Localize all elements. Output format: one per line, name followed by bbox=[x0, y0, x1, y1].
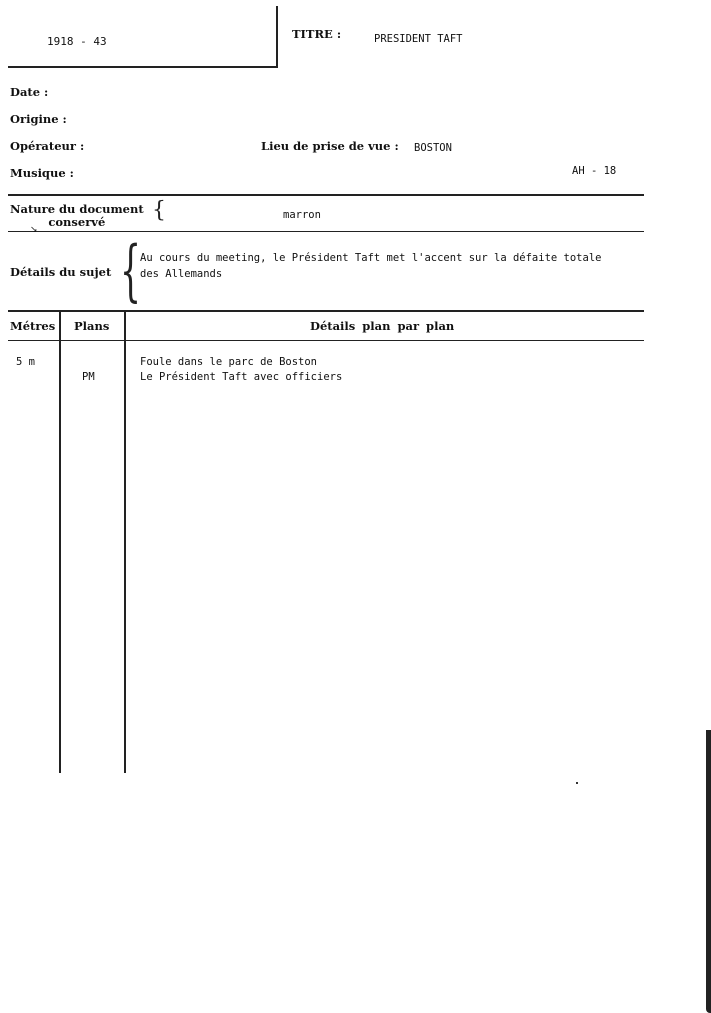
table-row-1-detail: Foule dans le parc de Boston bbox=[140, 356, 318, 368]
lieu-label: Lieu de prise de vue : bbox=[261, 139, 399, 153]
musique-label: Musique : bbox=[10, 166, 74, 180]
sujet-line2: des Allemands bbox=[140, 268, 223, 280]
rule-top bbox=[8, 194, 644, 196]
col-divider-2 bbox=[124, 312, 126, 773]
nature-label-line1: Nature du document bbox=[10, 202, 144, 216]
rule-table-top bbox=[8, 310, 644, 312]
operateur-label: Opérateur : bbox=[10, 139, 85, 153]
col-details-header: Détails plan par plan bbox=[310, 319, 455, 333]
scan-edge bbox=[706, 730, 711, 1013]
table-row-2-detail: Le Président Taft avec officiers bbox=[140, 371, 343, 383]
title-value: PRESIDENT TAFT bbox=[374, 33, 463, 45]
title-label: TITRE : bbox=[292, 27, 342, 41]
header-divider bbox=[276, 6, 278, 67]
sujet-label: Détails du sujet bbox=[10, 265, 112, 279]
rule-nature bbox=[8, 231, 644, 232]
col-metres-header: Métres bbox=[10, 319, 56, 333]
nature-brace: { bbox=[152, 198, 166, 223]
nature-value: marron bbox=[283, 209, 321, 221]
rule-table-header bbox=[8, 340, 644, 341]
col-divider-1 bbox=[59, 312, 61, 773]
nature-label-line2: conservé bbox=[48, 215, 106, 229]
table-row-2-plans: PM bbox=[82, 371, 95, 383]
sujet-brace: { bbox=[120, 232, 141, 309]
date-label: Date : bbox=[10, 85, 49, 99]
lieu-value: BOSTON bbox=[414, 142, 452, 154]
origine-label: Origine : bbox=[10, 112, 67, 126]
table-row-1-metres: 5 m bbox=[16, 356, 35, 368]
header-underline bbox=[8, 66, 278, 68]
col-plans-header: Plans bbox=[74, 319, 110, 333]
sujet-line1: Au cours du meeting, le Président Taft met l'accent sur la défaite totale bbox=[140, 252, 602, 264]
reference-number: 1918 - 43 bbox=[47, 35, 107, 48]
arrow-mark: ↘ bbox=[30, 225, 38, 235]
speck-dot bbox=[576, 782, 578, 784]
document-code: AH - 18 bbox=[572, 165, 617, 177]
